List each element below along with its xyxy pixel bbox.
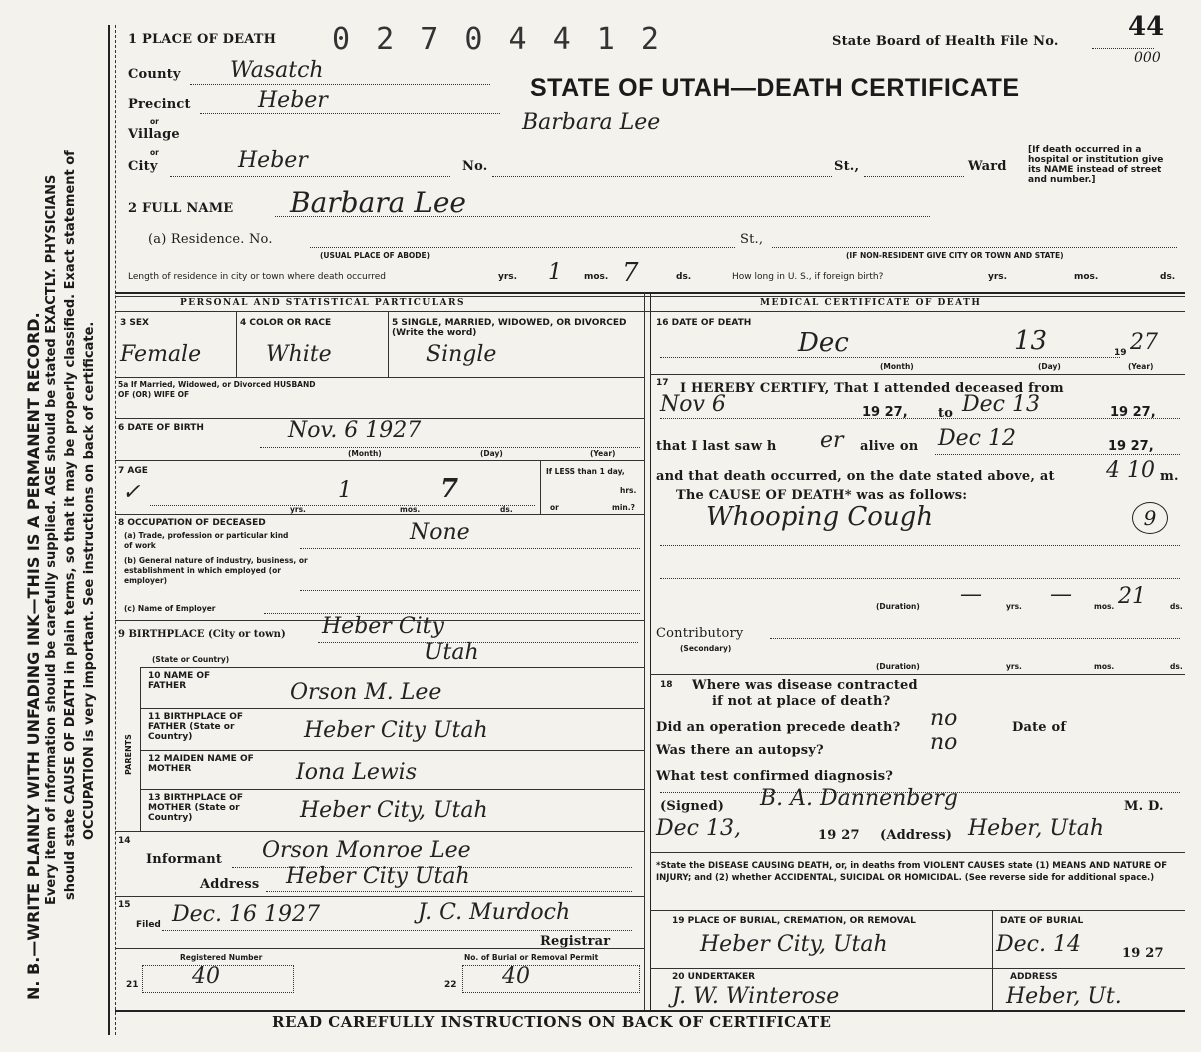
last-saw-fill: er bbox=[820, 428, 844, 453]
full-name-label: 2 FULL NAME bbox=[128, 201, 234, 216]
cause-label: The CAUSE OF DEATH* was as follows: bbox=[676, 488, 968, 503]
medical-heading: MEDICAL CERTIFICATE OF DEATH bbox=[760, 298, 982, 308]
md-label: M. D. bbox=[1124, 799, 1164, 814]
death-year-prefix: 19 bbox=[1114, 348, 1127, 358]
age-label: 7 AGE bbox=[118, 466, 148, 476]
burial-permit-label: No. of Burial or Removal Permit bbox=[464, 953, 599, 962]
precinct-label: Precinct bbox=[128, 97, 191, 112]
occurred-time: 4 10 bbox=[1106, 458, 1155, 483]
age-mos-label: mos. bbox=[400, 505, 421, 514]
foreign-mos-label: mos. bbox=[1074, 272, 1099, 282]
certificate-title: STATE OF UTAH—DEATH CERTIFICATE bbox=[530, 74, 1020, 102]
certify-number: 17 bbox=[656, 378, 669, 388]
q18-text: Where was disease contracted bbox=[692, 678, 918, 693]
mother-birthplace-value: Heber City, Utah bbox=[300, 798, 488, 823]
dob-year-caption: (Year) bbox=[590, 449, 616, 458]
age-check: ✓ bbox=[122, 480, 141, 505]
dob-month-caption: (Month) bbox=[348, 449, 382, 458]
father-birthplace-value: Heber City Utah bbox=[304, 718, 488, 743]
length-ds-label: ds. bbox=[676, 272, 692, 282]
nonresident-note: (IF NON-RESIDENT GIVE CITY OR TOWN AND STATE) bbox=[846, 251, 1064, 260]
death-day-caption: (Day) bbox=[1038, 362, 1061, 371]
status-value: Single bbox=[426, 342, 497, 367]
test-label: What test confirmed diagnosis? bbox=[656, 769, 894, 784]
registered-number-label: Registered Number bbox=[180, 953, 263, 962]
footer-instructions: READ CAREFULLY INSTRUCTIONS ON BACK OF CERTIFICATE bbox=[272, 1013, 832, 1031]
occupation-c-label: (c) Name of Employer bbox=[124, 604, 216, 613]
occurred-text: and that death occurred, on the date stated above, at bbox=[656, 469, 1055, 484]
usual-place-label: (USUAL PLACE OF ABODE) bbox=[320, 251, 431, 260]
file-no-sub: 000 bbox=[1134, 50, 1161, 66]
ward-note: [If death occurred in a hospital or institution give its NAME instead of street and number.] bbox=[1028, 145, 1164, 185]
contributory-label: Contributory bbox=[656, 626, 744, 641]
informant-address-value: Heber City Utah bbox=[286, 864, 470, 889]
occurred-m: m. bbox=[1160, 469, 1179, 484]
foreign-ds-label: ds. bbox=[1160, 272, 1176, 282]
undertaker-address-value: Heber, Ut. bbox=[1006, 984, 1122, 1009]
mother-value: Iona Lewis bbox=[296, 760, 417, 785]
operation-value: no bbox=[930, 706, 958, 731]
undertaker-label: 20 UNDERTAKER bbox=[672, 972, 756, 982]
operation-date-label: Date of bbox=[1012, 720, 1067, 735]
last-saw-label: that I last saw h bbox=[656, 439, 777, 454]
signed-address-label: (Address) bbox=[880, 828, 953, 843]
informant-address-label: Address bbox=[200, 877, 260, 892]
mother-label: 12 MAIDEN NAME OF MOTHER bbox=[148, 754, 254, 774]
burial-place-value: Heber City, Utah bbox=[700, 932, 888, 957]
alive-on-year: 19 27, bbox=[1108, 439, 1154, 454]
father-value: Orson M. Lee bbox=[290, 680, 442, 705]
certify-text: I HEREBY CERTIFY, That I attended deceased from bbox=[680, 381, 1064, 396]
signed-address-value: Heber, Utah bbox=[968, 816, 1105, 841]
death-month-caption: (Month) bbox=[880, 362, 914, 371]
alive-on-value: Dec 12 bbox=[938, 426, 1016, 451]
residence-st-label: St., bbox=[740, 232, 764, 247]
registered-number-prefix: 21 bbox=[126, 980, 139, 990]
duration-dash-2: — bbox=[1050, 582, 1072, 607]
side-note-line4: OCCUPATION is very important. See instructions on back of certificate. bbox=[82, 321, 97, 840]
burial-permit-prefix: 22 bbox=[444, 980, 457, 990]
age-months: 1 bbox=[338, 478, 352, 503]
duration-dash-1: — bbox=[960, 582, 982, 607]
county-label: County bbox=[128, 67, 181, 82]
side-note-line2: Every item of information should be carefully supplied. AGE should be stated EXACTLY. PHYSICIANS bbox=[44, 174, 59, 905]
burial-permit-box bbox=[462, 965, 640, 993]
foreign-yrs-label: yrs. bbox=[988, 272, 1008, 282]
undertaker-address-label: ADDRESS bbox=[1010, 972, 1058, 982]
side-note-line3: should state CAUSE OF DEATH in plain terms, so that it may be properly classified. Exact statement of bbox=[63, 150, 78, 900]
status-label: 5 SINGLE, MARRIED, WIDOWED, OR DIVORCED (Write the word) bbox=[392, 318, 627, 338]
cause-footnote: *State the DISEASE CAUSING DEATH, or, in deaths from VIOLENT CAUSES state (1) MEANS AND NATURE OF INJURY; and (2) whether ACCIDENTAL, SUICIDAL OR HOMICIDAL. (See reverse side for additional space.) bbox=[656, 861, 1168, 883]
autopsy-value: no bbox=[930, 730, 958, 755]
length-mos-label: mos. bbox=[584, 272, 609, 282]
parents-label: PARENTS bbox=[124, 734, 133, 775]
to-label: to bbox=[938, 406, 954, 421]
attended-from-year: 19 27, bbox=[862, 405, 908, 420]
filed-number: 15 bbox=[118, 900, 131, 910]
duration-days: 21 bbox=[1118, 584, 1146, 609]
informant-label: Informant bbox=[146, 852, 223, 867]
dob-day-caption: (Day) bbox=[480, 449, 503, 458]
burial-year: 19 27 bbox=[1122, 946, 1164, 961]
file-no-label: State Board of Health File No. bbox=[832, 34, 1059, 49]
place-of-death-label: 1 PLACE OF DEATH bbox=[128, 32, 277, 47]
cause-code: 9 bbox=[1132, 502, 1168, 534]
less-min-label: min.? bbox=[612, 503, 635, 512]
burial-date-value: Dec. 14 bbox=[996, 932, 1081, 957]
death-year: 27 bbox=[1130, 330, 1158, 355]
or-label-2: or bbox=[150, 148, 159, 157]
burial-place-label: 19 PLACE OF BURIAL, CREMATION, OR REMOVAL bbox=[672, 916, 916, 926]
dob-value: Nov. 6 1927 bbox=[288, 418, 422, 443]
registrar-label: Registrar bbox=[540, 934, 611, 949]
burial-permit-value: 40 bbox=[502, 964, 530, 989]
duration-label: (Duration) bbox=[876, 602, 920, 611]
registrar-signature: J. C. Murdoch bbox=[418, 900, 571, 925]
secondary-caption: (Secondary) bbox=[680, 644, 732, 653]
spouse-label: 5a If Married, Widowed, or Divorced HUSBAND OF (OR) WIFE OF bbox=[118, 380, 316, 399]
full-name-value: Barbara Lee bbox=[290, 186, 466, 219]
name-annotation: Barbara Lee bbox=[522, 110, 661, 135]
occupation-a-label: (a) Trade, profession or particular kind of work bbox=[124, 531, 289, 550]
duration2-mos: mos. bbox=[1094, 662, 1115, 671]
attended-to: Dec 13 bbox=[962, 392, 1040, 417]
age-days: 7 bbox=[440, 474, 459, 504]
color-label: 4 COLOR OR RACE bbox=[240, 318, 332, 328]
signed-year: 19 27 bbox=[818, 828, 860, 843]
attended-from: Nov 6 bbox=[660, 392, 726, 417]
county-value: Wasatch bbox=[230, 58, 324, 83]
signed-label: (Signed) bbox=[660, 799, 725, 814]
registered-number-value: 40 bbox=[192, 964, 220, 989]
or-label-1: or bbox=[150, 117, 159, 126]
dob-label: 6 DATE OF BIRTH bbox=[118, 423, 204, 433]
signed-date: Dec 13, bbox=[656, 816, 741, 841]
city-value: Heber bbox=[238, 148, 308, 173]
less-or-label: or bbox=[550, 503, 559, 512]
filed-value: Dec. 16 1927 bbox=[172, 902, 320, 927]
length-residence-label: Length of residence in city or town where death occurred bbox=[128, 272, 386, 282]
duration2-yrs: yrs. bbox=[1006, 662, 1022, 671]
st-label: St., bbox=[834, 159, 860, 174]
death-year-caption: (Year) bbox=[1128, 362, 1154, 371]
color-value: White bbox=[266, 342, 332, 367]
birthplace-city: Heber City bbox=[322, 614, 444, 639]
mother-birthplace-label: 13 BIRTHPLACE OF MOTHER (State or Country) bbox=[148, 793, 244, 823]
duration2-label: (Duration) bbox=[876, 662, 920, 671]
less-than-label: If LESS than 1 day, bbox=[546, 467, 625, 476]
death-day: 13 bbox=[1014, 326, 1048, 356]
birthplace-label: 9 BIRTHPLACE (City or town) bbox=[118, 629, 286, 640]
occupation-value: None bbox=[410, 520, 470, 545]
duration-yrs: yrs. bbox=[1006, 602, 1022, 611]
date-of-death-label: 16 DATE OF DEATH bbox=[656, 318, 752, 328]
informant-value: Orson Monroe Lee bbox=[262, 838, 471, 863]
signed-value: B. A. Dannenberg bbox=[760, 786, 959, 811]
personal-heading: PERSONAL AND STATISTICAL PARTICULARS bbox=[180, 298, 466, 308]
less-hrs-label: hrs. bbox=[620, 486, 637, 495]
certificate-number: 0 2 7 0 4 4 1 2 bbox=[332, 22, 663, 57]
sex-value: Female bbox=[120, 342, 202, 367]
autopsy-label: Was there an autopsy? bbox=[656, 743, 824, 758]
precinct-value: Heber bbox=[258, 88, 328, 113]
residence-label: (a) Residence. No. bbox=[148, 232, 273, 247]
birthplace-state-caption: (State or Country) bbox=[152, 655, 230, 664]
father-label: 10 NAME OF FATHER bbox=[148, 671, 211, 691]
sex-label: 3 SEX bbox=[120, 318, 149, 328]
duration2-ds: ds. bbox=[1170, 662, 1183, 671]
side-note-line1: N. B.—WRITE PLAINLY WITH UNFADING INK—THIS IS A PERMANENT RECORD. bbox=[24, 312, 43, 1000]
foreign-birth-label: How long in U. S., if foreign birth? bbox=[732, 272, 884, 282]
q18-text2: if not at place of death? bbox=[712, 694, 891, 709]
occupation-label: 8 OCCUPATION OF DECEASED bbox=[118, 518, 266, 528]
no-label: No. bbox=[462, 159, 488, 174]
city-label: City bbox=[128, 159, 158, 174]
q18-number: 18 bbox=[660, 680, 673, 690]
length-years: 1 bbox=[548, 260, 562, 285]
occupation-b-label: (b) General nature of industry, business, or establishment in which employed (or employer) bbox=[124, 556, 308, 585]
duration-ds: ds. bbox=[1170, 602, 1183, 611]
alive-on-label: alive on bbox=[860, 439, 919, 454]
attended-to-year: 19 27, bbox=[1110, 405, 1156, 420]
burial-date-label: DATE OF BURIAL bbox=[1000, 916, 1084, 926]
age-yrs-label: yrs. bbox=[290, 505, 306, 514]
length-yrs-label: yrs. bbox=[498, 272, 518, 282]
death-month: Dec bbox=[798, 328, 849, 358]
operation-label: Did an operation precede death? bbox=[656, 720, 901, 735]
length-months: 7 bbox=[622, 258, 639, 288]
birthplace-state: Utah bbox=[424, 640, 479, 665]
ward-label: Ward bbox=[968, 159, 1007, 174]
undertaker-value: J. W. Winterose bbox=[672, 984, 840, 1009]
father-birthplace-label: 11 BIRTHPLACE OF FATHER (State or Country) bbox=[148, 712, 244, 742]
filed-label: Filed bbox=[136, 920, 161, 930]
file-no-value: 44 bbox=[1128, 12, 1165, 42]
informant-number: 14 bbox=[118, 836, 131, 846]
cause-value: Whooping Cough bbox=[706, 502, 934, 532]
age-ds-label: ds. bbox=[500, 505, 513, 514]
village-label: Village bbox=[128, 127, 180, 142]
duration-mos: mos. bbox=[1094, 602, 1115, 611]
